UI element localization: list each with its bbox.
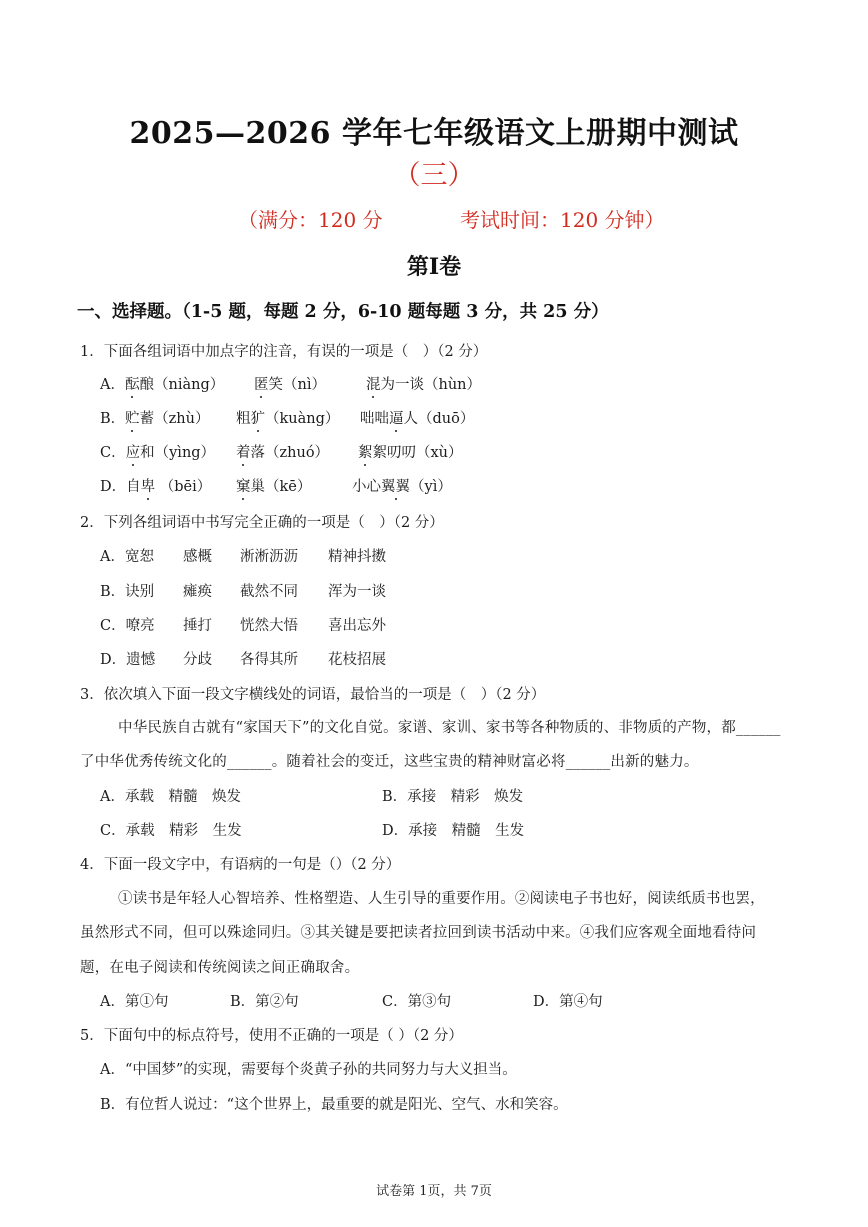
- q5-option-b: B．有位哲人说过：“这个世界上，最重要的就是阳光、空气、水和笑容。: [100, 1097, 568, 1113]
- q3-option-b: B．承接 精彩 焕发: [382, 789, 524, 805]
- q2-option-a-2: 感概: [183, 549, 212, 565]
- q2-option-b-3: 截然不同: [240, 584, 298, 600]
- exam-subtitle: （三）: [393, 160, 475, 191]
- q1-option-b-word3: 咄咄逼人（duō）: [360, 411, 475, 427]
- question-4-stem: 4．下面一段文字中，有语病的一句是（）（2 分）: [80, 857, 401, 873]
- q1-option-d-word2: 窠巢（kē）: [236, 479, 312, 495]
- q1-option-c: C．应和（yìng）: [100, 445, 216, 461]
- q2-option-d-3: 各得其所: [240, 652, 298, 668]
- q4-passage-line-2: 虽然形式不同，但可以殊途同归。③其关键是要把读者拉回到读书活动中来。④我们应客观全面地看待问: [80, 925, 757, 941]
- q1-option-d-word3: 小心翼翼（yì）: [352, 479, 452, 495]
- part-heading: 第Ⅰ卷: [406, 254, 462, 280]
- q1-option-c-word3: 絮絮叨叨（xù）: [358, 445, 463, 461]
- q4-passage-line-1: ①读书是年轻人心智培养、性格塑造、人生引导的重要作用。②阅读电子书也好，阅读纸质书也罢，: [118, 891, 765, 907]
- full-score: （满分：120 分: [238, 208, 383, 232]
- q1-option-a: A．酝酿（niàng）: [100, 377, 225, 393]
- q2-option-d-4: 花枝招展: [328, 652, 386, 668]
- q4-option-d: D．第④句: [533, 994, 603, 1010]
- question-2-stem: 2．下列各组词语中书写完全正确的一项是（ ）（2 分）: [80, 515, 444, 531]
- page-footer: 试卷第 1页，共 7页: [376, 1184, 492, 1199]
- q1-option-b-word2: 粗犷（kuàng）: [236, 411, 340, 427]
- q4-option-b: B．第②句: [230, 994, 299, 1010]
- q4-option-c: C．第③句: [382, 994, 452, 1010]
- q2-option-a-3: 淅淅沥沥: [240, 549, 298, 565]
- q3-option-d: D．承接 精髓 生发: [382, 823, 525, 839]
- q1-option-d: D．自卑 （bēi）: [100, 479, 212, 495]
- q2-option-b-1: B．诀别: [100, 584, 155, 600]
- q1-option-a-word3: 混为一谈（hùn）: [366, 377, 482, 393]
- q1-option-b: B．贮蓄（zhù）: [100, 411, 210, 427]
- q2-option-b-4: 浑为一谈: [328, 584, 386, 600]
- q4-option-a: A．第①句: [100, 994, 169, 1010]
- q2-option-a-1: A．宽恕: [100, 549, 154, 565]
- q2-option-c-4: 喜出忘外: [328, 618, 386, 634]
- exam-time: 考试时间：120 分钟）: [460, 208, 665, 232]
- question-3-stem: 3．依次填入下面一段文字横线处的词语，最恰当的一项是（ ）（2 分）: [80, 687, 546, 703]
- q1-option-c-word2: 着落（zhuó）: [236, 445, 330, 461]
- q5-option-a: A．“中国梦”的实现，需要每个炎黄子孙的共同努力与大义担当。: [100, 1062, 517, 1078]
- exam-title: 2025—2026 学年七年级语文上册期中测试: [129, 116, 739, 151]
- q2-option-c-3: 恍然大悟: [240, 618, 298, 634]
- section-heading: 一、选择题。（1-5 题，每题 2 分，6-10 题每题 3 分，共 25 分）: [77, 302, 609, 322]
- q2-option-c-2: 捶打: [183, 618, 212, 634]
- q3-option-a: A．承载 精髓 焕发: [100, 789, 241, 805]
- q2-option-b-2: 瘫痪: [183, 584, 212, 600]
- question-1-stem: 1．下面各组词语中加点字的注音，有误的一项是（ ）（2 分）: [80, 344, 488, 360]
- question-5-stem: 5．下面句中的标点符号，使用不正确的一项是（ ）（2 分）: [80, 1028, 463, 1044]
- q2-option-c-1: C．嘹亮: [100, 618, 155, 634]
- q3-passage-line-2: 了中华优秀传统文化的______。随着社会的变迁，这些宝贵的精神财富必将______出新的魅力。: [80, 754, 699, 770]
- q2-option-d-1: D．遗憾: [100, 652, 156, 668]
- q1-option-a-word2: 匿笑（nì）: [254, 377, 326, 393]
- q2-option-d-2: 分歧: [183, 652, 212, 668]
- q4-passage-line-3: 题，在电子阅读和传统阅读之间正确取舍。: [80, 960, 360, 976]
- q3-option-c: C．承载 精彩 生发: [100, 823, 242, 839]
- q2-option-a-4: 精神抖擞: [328, 549, 386, 565]
- q3-passage-line-1: 中华民族自古就有“家国天下”的文化自觉。家谱、家训、家书等各种物质的、非物质的产物，都______: [118, 720, 781, 736]
